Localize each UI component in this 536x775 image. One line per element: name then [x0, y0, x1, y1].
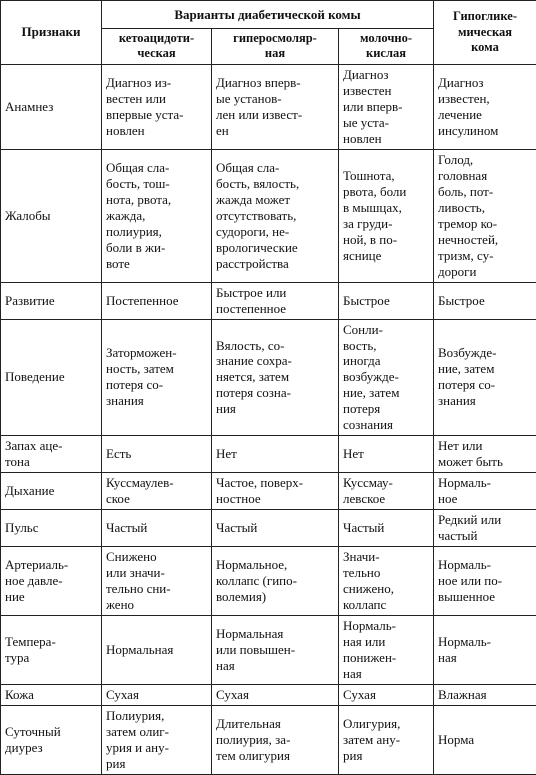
table-row	[1, 547, 536, 616]
ketoacidotic-cell: Диагноз из- вестен или впервые уста- новлен	[102, 64, 212, 149]
ketoacidotic-header: кетоацидоти- ческая	[102, 29, 212, 65]
hypoglycemic-cell: Быстрое	[434, 282, 536, 319]
table-row	[1, 510, 536, 547]
table-row	[1, 473, 536, 510]
hyperosmolar-cell: Частый	[212, 510, 339, 547]
ketoacidotic-cell: Куссмаулев- ское	[102, 473, 212, 510]
lactic-cell: Куссмау- левское	[339, 473, 434, 510]
ketoacidotic-cell: Общая сла- бость, тош- нота, рвота, жажда, полиурия, боли в жи- воте	[102, 149, 212, 282]
hyperosmolar-cell: Частое, поверх- ностное	[212, 473, 339, 510]
row-label: Поведение	[1, 319, 102, 436]
hyperosmolar-cell: Длительная полиурия, за- тем олигурия	[212, 706, 339, 775]
hypoglycemic-cell: Нормаль- ное	[434, 473, 536, 510]
lactic-cell: Сухая	[339, 685, 434, 706]
table-row	[1, 616, 536, 685]
ketoacidotic-cell: Есть	[102, 436, 212, 473]
lactic-cell: Значи- тельно снижено, коллапс	[339, 547, 434, 616]
row-label: Жалобы	[1, 149, 102, 282]
table-row	[1, 319, 536, 436]
lactic-cell: Частый	[339, 510, 434, 547]
row-label: Темпера- тура	[1, 616, 102, 685]
hypoglycemic-cell: Нормаль- ная	[434, 616, 536, 685]
table-row	[1, 706, 536, 775]
hypoglycemic-cell: Редкий или частый	[434, 510, 536, 547]
row-label: Развитие	[1, 282, 102, 319]
lactic-cell: Олигурия, затем ану- рия	[339, 706, 434, 775]
lactic-cell: Нормаль- ная или понижен- ная	[339, 616, 434, 685]
ketoacidotic-cell: Нормальная	[102, 616, 212, 685]
table-row	[1, 436, 536, 473]
hyperosmolar-cell: Быстрое или постепенное	[212, 282, 339, 319]
hypoglycemic-cell: Голод, головная боль, пот- ливость, тремор ко- нечностей, тризм, су- дороги	[434, 149, 536, 282]
ketoacidotic-cell: Сухая	[102, 685, 212, 706]
ketoacidotic-cell: Полиурия, затем олиг- урия и ану- рия	[102, 706, 212, 775]
variants-header: Варианты диабетической комы	[102, 1, 434, 29]
hyperosmolar-cell: Вялость, со- знание сохра- няется, затем потеря созна- ния	[212, 319, 339, 436]
row-label: Запах аце- тона	[1, 436, 102, 473]
lactic-header: молочно- кислая	[339, 29, 434, 65]
hyperosmolar-cell: Нормальная или повышен- ная	[212, 616, 339, 685]
ketoacidotic-cell: Заторможен- ность, затем потеря со- знания	[102, 319, 212, 436]
lactic-cell: Сонли- вость, иногда возбужде- ние, затем потеря сознания	[339, 319, 434, 436]
table-row	[1, 685, 536, 706]
row-label: Суточный диурез	[1, 706, 102, 775]
signs-header: Признаки	[1, 1, 102, 65]
hyperosmolar-cell: Нормальное, коллапс (гипо- волемия)	[212, 547, 339, 616]
lactic-cell: Нет	[339, 436, 434, 473]
table-row	[1, 149, 536, 282]
hyperosmolar-header: гиперосмоляр- ная	[212, 29, 339, 65]
table-row	[1, 64, 536, 149]
hypoglycemic-cell: Влажная	[434, 685, 536, 706]
hyperosmolar-cell: Общая сла- бость, вялость, жажда может отсутствовать, судороги, не- врологические расстройства	[212, 149, 339, 282]
hypoglycemic-cell: Норма	[434, 706, 536, 775]
row-label: Анамнез	[1, 64, 102, 149]
hyperosmolar-cell: Сухая	[212, 685, 339, 706]
row-label: Пульс	[1, 510, 102, 547]
lactic-cell: Быстрое	[339, 282, 434, 319]
hypoglycemic-cell: Возбужде- ние, затем потеря со- знания	[434, 319, 536, 436]
hyperosmolar-cell: Нет	[212, 436, 339, 473]
row-label: Дыхание	[1, 473, 102, 510]
hypoglycemic-cell: Нормаль- ное или по- вышенное	[434, 547, 536, 616]
row-label: Кожа	[1, 685, 102, 706]
hyperosmolar-cell: Диагноз вперв- ые установ- лен или извест- ен	[212, 64, 339, 149]
hypoglycemic-cell: Диагноз известен, лечение инсулином	[434, 64, 536, 149]
table-row	[1, 282, 536, 319]
ketoacidotic-cell: Постепенное	[102, 282, 212, 319]
lactic-cell: Диагноз известен или вперв- ые уста- новлен	[339, 64, 434, 149]
hypoglycemic-header: Гипоглике- мическая кома	[434, 1, 536, 65]
lactic-cell: Тошнота, рвота, боли в мышцах, за груди- ной, в по- яснице	[339, 149, 434, 282]
row-label: Артериаль- ное давле- ние	[1, 547, 102, 616]
ketoacidotic-cell: Частый	[102, 510, 212, 547]
hypoglycemic-cell: Нет или может быть	[434, 436, 536, 473]
ketoacidotic-cell: Снижено или значи- тельно сни- жено	[102, 547, 212, 616]
